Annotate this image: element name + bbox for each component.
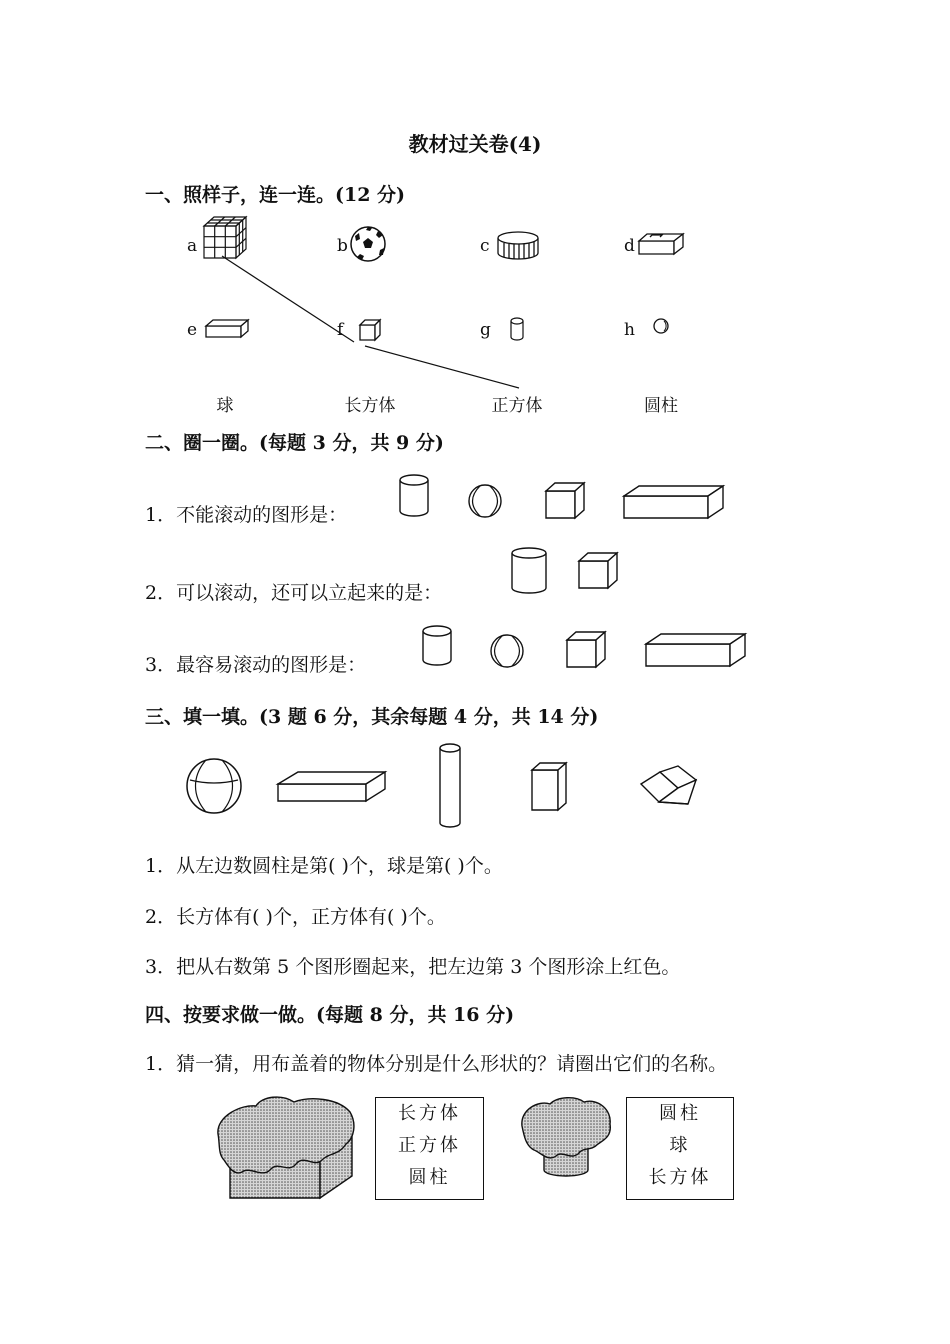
cuboid-icon[interactable] — [644, 633, 748, 669]
category-cube[interactable]: 正方体 — [491, 396, 543, 416]
letter-c: c — [480, 236, 490, 256]
category-cuboid[interactable]: 长方体 — [344, 396, 396, 416]
cuboid-icon[interactable] — [622, 485, 726, 521]
cube-icon[interactable] — [578, 552, 620, 590]
cube-icon[interactable] — [566, 631, 608, 669]
letter-a: a — [187, 236, 198, 256]
letter-h: h — [624, 320, 635, 340]
letter-f: f — [337, 320, 344, 340]
ball-icon[interactable] — [468, 484, 504, 520]
option-cube[interactable]: 正方体 — [398, 1135, 461, 1156]
option-cylinder[interactable]: 圆柱 — [659, 1103, 701, 1124]
tall-cuboid-icon[interactable] — [530, 761, 570, 813]
section3-q2: 2．长方体有( )个，正方体有( )个。 — [145, 906, 446, 928]
section1-heading: 一、照样子，连一连。(12 分) — [145, 184, 406, 206]
section4-heading: 四、按要求做一做。(每题 8 分，共 16 分) — [145, 1004, 515, 1026]
answer-box-1 — [375, 1097, 484, 1200]
tall-cylinder-icon[interactable] — [436, 743, 464, 833]
category-ball[interactable]: 球 — [216, 396, 234, 416]
ball-icon[interactable] — [490, 634, 526, 670]
letter-g: g — [480, 320, 491, 340]
section2-q3: 3．最容易滚动的图形是： — [145, 654, 367, 676]
option-cuboid[interactable]: 长方体 — [398, 1103, 461, 1124]
ball-icon[interactable] — [186, 758, 244, 816]
cylinder-icon[interactable] — [398, 473, 432, 519]
section2-q2: 2．可以滚动，还可以立起来的是： — [145, 582, 443, 604]
option-ball[interactable]: 球 — [669, 1135, 691, 1156]
section4-q1: 1．猜一猜，用布盖着的物体分别是什么形状的？请圈出它们的名称。 — [145, 1053, 728, 1075]
section3-heading: 三、填一填。(3 题 6 分，其余每题 4 分，共 14 分) — [145, 706, 599, 728]
cylinder-icon[interactable] — [421, 624, 455, 668]
section2-heading: 二、圈一圈。(每题 3 分，共 9 分) — [145, 432, 444, 454]
section2-q1: 1．不能滚动的图形是： — [145, 504, 348, 526]
cube-icon[interactable] — [545, 482, 587, 520]
letter-d: d — [624, 236, 635, 256]
cylinder-icon[interactable] — [510, 546, 548, 596]
answer-box-2 — [626, 1097, 734, 1200]
example-connection-lines — [0, 0, 950, 420]
option-cuboid[interactable]: 长方体 — [648, 1167, 712, 1188]
cloth-covered-cylinder-icon[interactable] — [518, 1096, 614, 1180]
option-cylinder[interactable]: 圆柱 — [408, 1167, 451, 1188]
letter-e: e — [187, 320, 198, 340]
tilted-cube-icon[interactable] — [638, 764, 700, 810]
section3-q1: 1．从左边数圆柱是第( )个，球是第( )个。 — [145, 855, 503, 877]
section3-q3: 3．把从右数第 5 个图形圈起来，把左边第 3 个图形涂上红色。 — [145, 956, 681, 978]
flat-cuboid-icon[interactable] — [276, 770, 388, 804]
category-cylinder[interactable]: 圆柱 — [644, 396, 678, 416]
letter-b: b — [337, 236, 348, 256]
cloth-covered-cuboid-icon[interactable] — [212, 1094, 358, 1202]
page-title: 教材过关卷(4) — [408, 132, 542, 156]
